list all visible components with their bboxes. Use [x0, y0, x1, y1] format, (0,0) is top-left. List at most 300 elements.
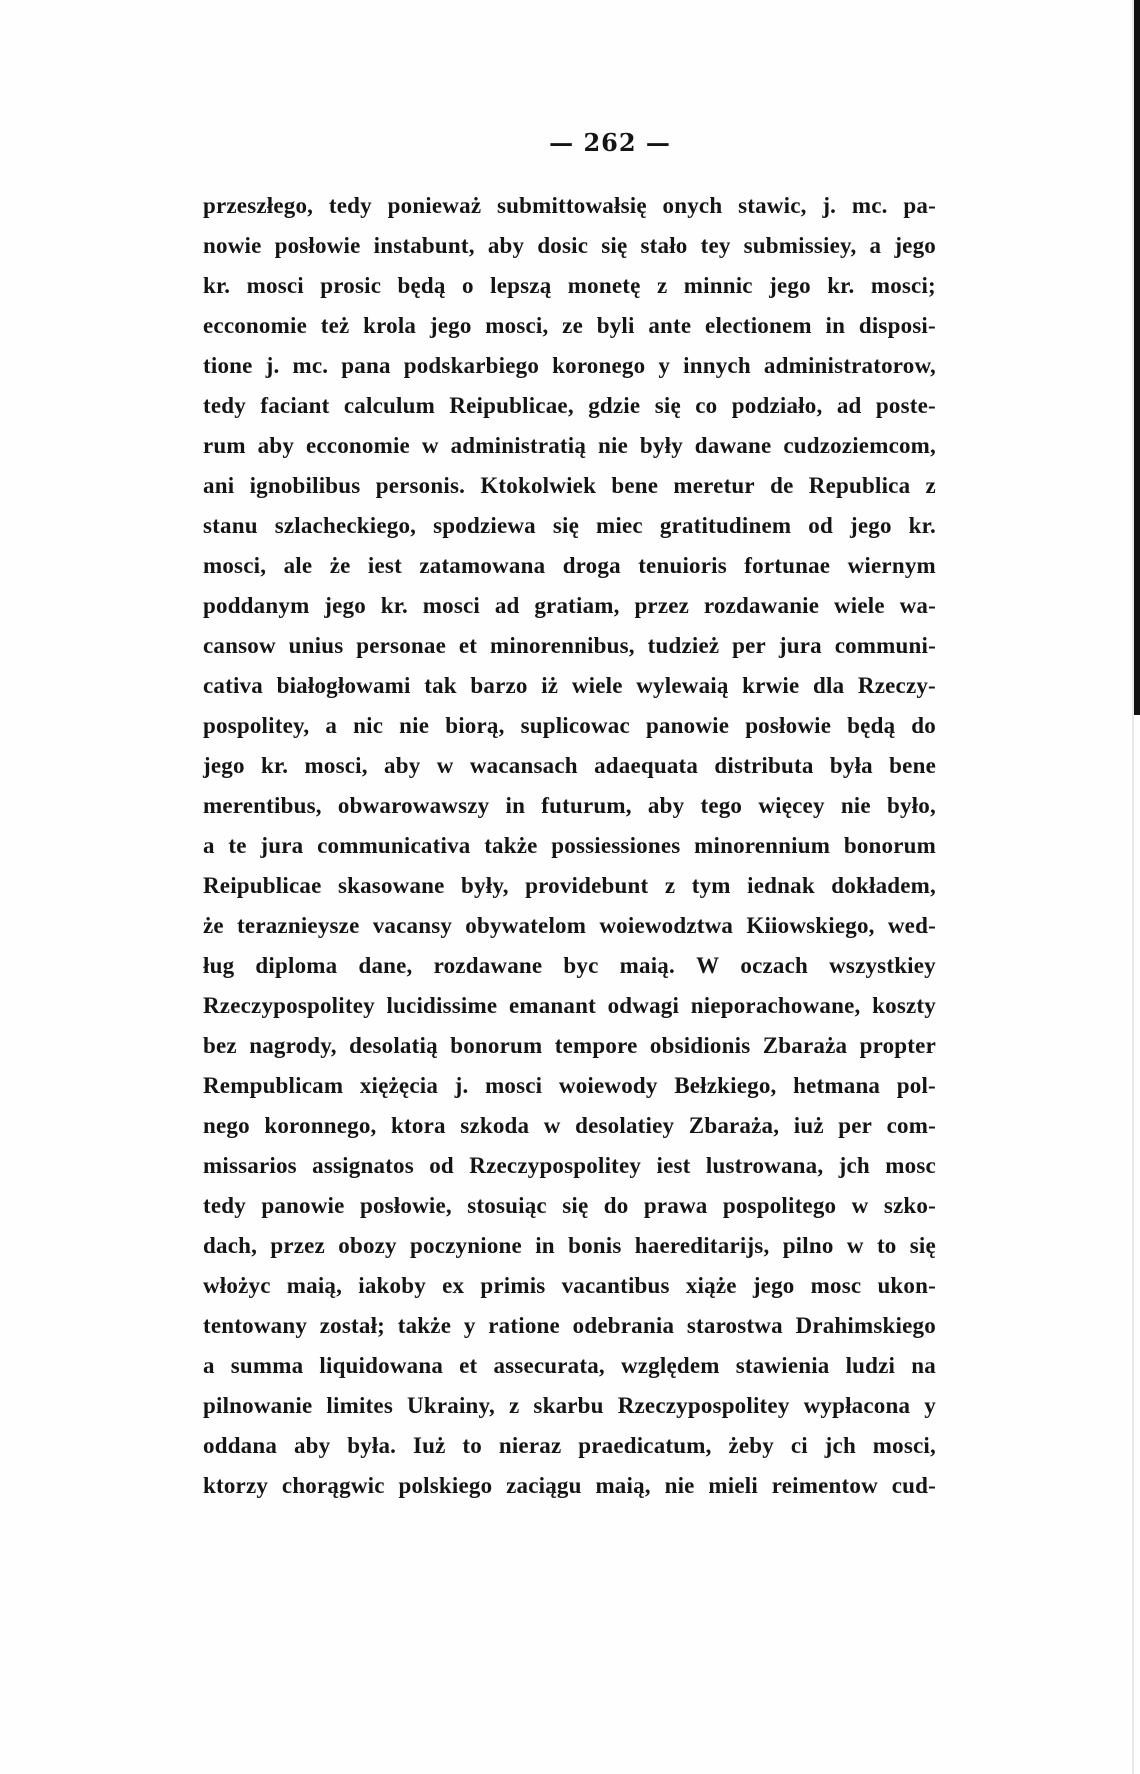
word: jura [778, 633, 822, 658]
word: et [458, 633, 478, 658]
word: Rzeczypospolitey [469, 1153, 642, 1178]
word: ignobilibus [249, 473, 361, 498]
word: nowie [203, 233, 262, 258]
word: summa [230, 1353, 304, 1378]
word: w [851, 1193, 869, 1218]
word: diploma [255, 953, 338, 978]
word: się [909, 1233, 936, 1258]
word: woiewodztwa [599, 913, 734, 938]
word: bonis [568, 1233, 622, 1258]
word: skasowane [337, 873, 445, 898]
word: dach, [203, 1233, 258, 1258]
text-line [203, 986, 936, 1026]
text-line [203, 626, 936, 666]
word: mosci [485, 1073, 543, 1098]
text-line [203, 666, 936, 706]
word: Rzeczypospolitey [203, 993, 375, 1018]
word: nieporachowane, [690, 993, 861, 1018]
word: podziało, [731, 393, 823, 418]
word: ad [494, 593, 520, 618]
word: się [562, 1193, 589, 1218]
word: tudzież [647, 633, 720, 658]
word: nie [598, 433, 628, 458]
word: pol- [896, 1073, 936, 1098]
word: że [203, 913, 224, 938]
text-line [203, 346, 936, 386]
word: communi- [834, 633, 936, 658]
word: poste- [875, 393, 936, 418]
word: possiessiones [551, 833, 681, 858]
word: pospolitey, [203, 713, 310, 738]
word: disposi- [858, 313, 936, 338]
word: włożyc [203, 1273, 271, 1298]
word: nego [203, 1113, 250, 1138]
word: skarbu [533, 1393, 604, 1418]
text-line [203, 906, 936, 946]
word: do [911, 713, 936, 738]
word: Bełzkiego, [674, 1073, 777, 1098]
word: com- [886, 1113, 936, 1138]
word: tentowany [203, 1313, 308, 1338]
word: faciant [260, 393, 330, 418]
word: adaequata [594, 753, 699, 778]
word: bonorum [843, 833, 936, 858]
word: wiele [571, 673, 623, 698]
word: pana [341, 353, 391, 378]
word: communicativa [317, 833, 471, 858]
word: byc [563, 953, 599, 978]
word: posłowie [274, 233, 361, 258]
word: tak [424, 673, 457, 698]
word: kr. [380, 593, 408, 618]
word: missarios [203, 1153, 297, 1178]
word: tedy [328, 193, 372, 218]
word: mieli [708, 1473, 758, 1498]
word: stawic, [738, 193, 807, 218]
word: in [505, 793, 526, 818]
word: prawa [643, 1193, 708, 1218]
word: obozy [338, 1233, 397, 1258]
word: wacansach [469, 753, 578, 778]
word: suplicowac [520, 713, 630, 738]
word: teraznieysze [237, 913, 360, 938]
word: panowie [645, 713, 730, 738]
word: jch [838, 1153, 870, 1178]
word: innych [683, 353, 751, 378]
word: w [846, 1233, 864, 1258]
word: miec [596, 513, 643, 538]
word: Zbaraża, [688, 1113, 780, 1138]
word: providebunt [525, 873, 649, 898]
word: administratorow, [763, 353, 936, 378]
word: od [429, 1153, 454, 1178]
text-line [203, 746, 936, 786]
word: wed- [887, 913, 936, 938]
word: nagrody, [249, 1033, 337, 1058]
word: iuż [793, 1113, 824, 1138]
word: szkoda [460, 1113, 530, 1138]
word: kr. [260, 753, 289, 778]
word: ante [648, 313, 692, 338]
word: tempore [554, 1033, 638, 1058]
word: ludzi [845, 1353, 896, 1378]
word: vacantibus [561, 1273, 670, 1298]
word: mosci [422, 593, 481, 618]
word: białogłowami [276, 673, 411, 698]
word: pospolitego [722, 1193, 837, 1218]
word: limites [326, 1393, 393, 1418]
word: ci [790, 1433, 808, 1458]
text-line [203, 306, 936, 346]
word: reimentow [771, 1473, 878, 1498]
word: jego [429, 313, 472, 338]
word: y [658, 353, 671, 378]
word: xiąże [685, 1273, 737, 1298]
word: była. [347, 1433, 397, 1458]
word: cansow [203, 633, 276, 658]
word: cativa [203, 673, 263, 698]
word: tione [203, 353, 253, 378]
word: Rempublicam [203, 1073, 344, 1098]
word: administratią [450, 433, 587, 458]
word: maią. [619, 953, 675, 978]
word: submittowałsię [497, 193, 647, 218]
word: a [203, 833, 215, 858]
word: Rzeczy- [857, 673, 936, 698]
word: propter [859, 1033, 936, 1058]
word: został; [319, 1313, 386, 1338]
word: z [656, 273, 668, 298]
word: bene [889, 753, 936, 778]
word: iest [367, 553, 402, 578]
word: et [459, 1353, 478, 1378]
text-line [203, 1386, 936, 1426]
word: hetmana [793, 1073, 881, 1098]
word: mosci, [203, 553, 267, 578]
word: lucidissime [386, 993, 498, 1018]
text-line [203, 826, 936, 866]
word: personae [356, 633, 446, 658]
word: tey [700, 233, 731, 258]
word: od [808, 513, 833, 538]
word: aby [293, 1433, 331, 1458]
word: rozdawane [433, 953, 543, 978]
word: lustrowana, [705, 1153, 824, 1178]
word: Republica [808, 473, 911, 498]
word: iż [541, 673, 559, 698]
word: unius [288, 633, 344, 658]
word: maią, [595, 1473, 651, 1498]
word: monetę [567, 273, 641, 298]
word: xiężęcia [359, 1073, 439, 1098]
word: posłowie [745, 713, 832, 738]
text-line [203, 1026, 936, 1066]
word: ktorzy [203, 1473, 269, 1498]
word: przez [634, 593, 690, 618]
word: ale [283, 553, 313, 578]
word: byli [596, 313, 635, 338]
word: maią, [286, 1273, 343, 1298]
word: oczach [740, 953, 808, 978]
word: były, [461, 873, 509, 898]
word: spodziewa [433, 513, 536, 538]
word: Ukrainy, [407, 1393, 495, 1418]
text-line [203, 1226, 936, 1266]
word: Kiiowskiego, [746, 913, 875, 938]
word: zaciągu [506, 1473, 582, 1498]
word: gratitudinem [659, 513, 792, 538]
text-line [203, 786, 936, 826]
word: wylewaią [636, 673, 729, 698]
word: przez [270, 1233, 325, 1258]
word: mosci [246, 273, 304, 298]
text-line [203, 1266, 936, 1306]
text-line [203, 1346, 936, 1386]
word: na [911, 1353, 936, 1378]
body-text [203, 186, 936, 1506]
word: nie [399, 713, 430, 738]
word: tedy [203, 1193, 246, 1218]
word: podskarbiego [403, 353, 540, 378]
word: per [732, 633, 766, 658]
word: to [462, 1433, 482, 1458]
word: a [325, 713, 338, 738]
text-line [203, 226, 936, 266]
word: ponieważ [387, 193, 482, 218]
text-line [203, 706, 936, 746]
word: krwie [742, 673, 800, 698]
word: mc. [292, 353, 329, 378]
word: panowie [261, 1193, 345, 1218]
word: Reipublicae [203, 873, 322, 898]
word: jego [324, 593, 366, 618]
word: dosic [537, 233, 589, 258]
word: primis [480, 1273, 546, 1298]
word: y [924, 1393, 936, 1418]
word: obsidionis [649, 1033, 751, 1058]
word: fortunae [744, 553, 831, 578]
word: ratione [488, 1313, 560, 1338]
word: kr. [827, 273, 855, 298]
word: mosci, [485, 313, 549, 338]
word: były [639, 433, 683, 458]
word: gratiam, [534, 593, 620, 618]
word: stanu [203, 513, 258, 538]
word: calculum [343, 393, 435, 418]
word: de [770, 473, 794, 498]
word: lepszą [490, 273, 552, 298]
word: poddanym [203, 593, 310, 618]
word: jego [849, 513, 892, 538]
word: nieraz [498, 1433, 562, 1458]
word: j. [265, 353, 280, 378]
word: iednak [747, 873, 815, 898]
word: wiele [834, 593, 885, 618]
word: poczynione [410, 1233, 522, 1258]
word: Drahimskiego [795, 1313, 936, 1338]
word: mc. [851, 193, 888, 218]
word: in [825, 313, 846, 338]
word: tedy [203, 393, 246, 418]
word: desolatiey [575, 1113, 675, 1138]
word: prosic [320, 273, 382, 298]
word: onych [662, 193, 723, 218]
word: względem [620, 1353, 720, 1378]
word: iest [656, 1153, 691, 1178]
word: oddana [203, 1433, 278, 1458]
text-line [203, 186, 936, 226]
word: pa- [903, 193, 936, 218]
word: posłowie, [359, 1193, 452, 1218]
text-line [203, 386, 936, 426]
word: wypłacona [803, 1393, 911, 1418]
word: ze [562, 313, 583, 338]
text-line [203, 506, 936, 546]
word: także [484, 833, 538, 858]
word: stawienia [735, 1353, 830, 1378]
word: odebrania [572, 1313, 675, 1338]
word: nie [664, 1473, 695, 1498]
word: meretur [673, 473, 755, 498]
word: ecconomie [305, 433, 410, 458]
word: szlacheckiego, [274, 513, 417, 538]
word: też [320, 313, 350, 338]
word: stało [640, 233, 688, 258]
word: minnic [683, 273, 753, 298]
word: mosci, [304, 753, 368, 778]
word: aby [384, 753, 421, 778]
text-line [203, 1426, 936, 1466]
word: będą [397, 273, 446, 298]
word: stosuiąc [467, 1193, 547, 1218]
text-line [203, 586, 936, 626]
word: aby [487, 233, 525, 258]
word: aby [647, 793, 685, 818]
word: żeby [728, 1433, 774, 1458]
word: desolatią [349, 1033, 438, 1058]
word: droga [562, 553, 621, 578]
word: distributa [714, 753, 814, 778]
word: więcey [758, 793, 825, 818]
word: ktora [391, 1113, 446, 1138]
word: że [329, 553, 351, 578]
word: chorągwic [281, 1473, 385, 1498]
word: w [421, 433, 439, 458]
text-line [203, 866, 936, 906]
word: vacansy [372, 913, 453, 938]
word: Ktokolwiek [480, 473, 597, 498]
word: koronnego, [264, 1113, 377, 1138]
word: te [228, 833, 247, 858]
word: mosc [810, 1273, 862, 1298]
text-line [203, 426, 936, 466]
word: ukon- [877, 1273, 936, 1298]
word: biorą, [445, 713, 505, 738]
word: była [829, 753, 873, 778]
word: pilnowanie [203, 1393, 313, 1418]
word: kr. [908, 513, 936, 538]
text-line [203, 1146, 936, 1186]
word: jego [752, 1273, 795, 1298]
word: ług [203, 953, 235, 978]
word: koszty [872, 993, 936, 1018]
text-line [203, 266, 936, 306]
text-line [203, 946, 936, 986]
word: wiernym [847, 553, 936, 578]
word: liquidowana [319, 1353, 444, 1378]
word: w [543, 1113, 561, 1138]
word: merentibus, [203, 793, 322, 818]
word: rozdawanie [703, 593, 820, 618]
scan-border-mark [1134, 0, 1140, 715]
word: woiewody [558, 1073, 658, 1098]
word: a [203, 1353, 215, 1378]
word: obwarowawszy [337, 793, 490, 818]
word: nie [840, 793, 871, 818]
word: jego [894, 233, 936, 258]
word: barzo [470, 673, 528, 698]
word: w [436, 753, 454, 778]
word: polskiego [398, 1473, 493, 1498]
word: submissiey, [743, 233, 857, 258]
word: jego [769, 273, 811, 298]
word: personis. [375, 473, 466, 498]
word: cudzoziemcom, [783, 433, 936, 458]
word: bene [611, 473, 659, 498]
word: Rzeczypospolitey [617, 1393, 790, 1418]
word: iakoby [358, 1273, 426, 1298]
word: co [695, 393, 718, 418]
word: ecconomie [203, 313, 307, 338]
word: zatamowana [419, 553, 546, 578]
word: pilno [782, 1233, 834, 1258]
word: per [838, 1113, 873, 1138]
word: Iuż [413, 1433, 446, 1458]
word: aby [257, 433, 295, 458]
word: o [462, 273, 474, 298]
word: z [925, 473, 936, 498]
text-line [203, 1066, 936, 1106]
word: bonorum [450, 1033, 543, 1058]
word: haereditarijs, [634, 1233, 770, 1258]
word: bez [203, 1033, 237, 1058]
text-line [203, 1306, 936, 1346]
word: tego [700, 793, 743, 818]
word: się [654, 393, 681, 418]
word: odwagi [607, 993, 680, 1018]
word: się [601, 233, 628, 258]
word: mosci; [870, 273, 936, 298]
word: mosci, [872, 1433, 936, 1458]
word: z [664, 873, 676, 898]
word: W [696, 953, 720, 978]
word: j. [822, 193, 837, 218]
word: nic [353, 713, 384, 738]
word: Zbaraża [762, 1033, 848, 1058]
word: j. [454, 1073, 469, 1098]
word: przeszłego, [203, 193, 314, 218]
word: dawane [694, 433, 772, 458]
word: jch [824, 1433, 856, 1458]
word: tenuioris [638, 553, 727, 578]
word: było, [886, 793, 936, 818]
word: się [552, 513, 580, 538]
text-line [203, 466, 936, 506]
word: będą [847, 713, 896, 738]
word: emanant [508, 993, 596, 1018]
word: wa- [899, 593, 936, 618]
word: dane, [358, 953, 413, 978]
